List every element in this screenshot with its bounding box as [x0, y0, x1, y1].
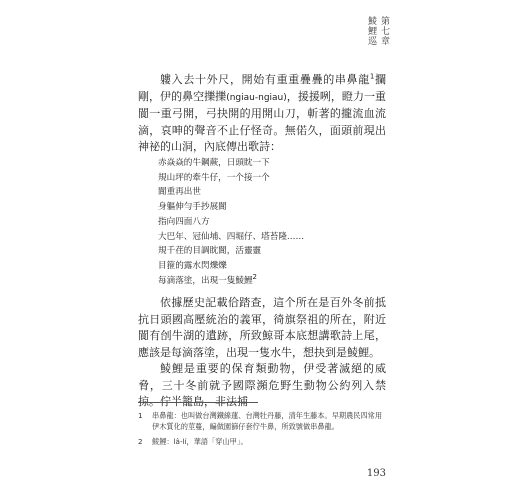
- para1-part-b: 攔剛，伊的鼻空擽擽: [138, 73, 387, 103]
- footnote-ref-1: 1: [369, 72, 375, 81]
- poem-line: 規千荏的目調眈閬，活靈靈: [158, 246, 262, 257]
- romanization: (ngiau-ngiau): [226, 92, 287, 103]
- footnote: [138, 410, 388, 432]
- body-paragraphs-2: [138, 295, 386, 411]
- poem-line: 赤焱焱的牛鋼蕨，日頭眈一下: [158, 158, 270, 168]
- para1-part-c: ，援援咧，瞪力一重閬一重弓開，弓抉開的用開山刀，斬著的攏流血流滴，哀呻的聲音不止仔怪奇。無偌久，面頭前現出神祕的山洞，內底傳出歌詩：: [138, 89, 387, 153]
- footnote: [138, 436, 388, 447]
- page-number: 193: [366, 468, 386, 479]
- footnote-text: 串鼻龍：也叫做台灣鐵線蓮、台灣牡丹藤，清年生藤本。早期農民四常用伊木質化的莖蔓，編做園篩仔套佇牛鼻，所致號做串鼻龍。: [152, 411, 383, 431]
- para1-part-a: 軁入去十外尺，開始有重重疊疊的串鼻龍: [160, 73, 370, 86]
- body-paragraph-1: [138, 72, 386, 156]
- poem-line: 目箍的露水閃爍爍: [158, 260, 227, 271]
- poem-line: 大巴年、冠仙埔、四堀仔、塔苔隆……: [158, 231, 305, 242]
- footnotes: [138, 410, 388, 447]
- poem-line: 身軀伸勻手抄展閬: [158, 202, 227, 213]
- footnote-number: 2: [138, 437, 143, 446]
- poem-line: 指向四面八方: [158, 216, 210, 227]
- poem-line: 規山坪的牽牛仔，一个接一个: [158, 172, 270, 183]
- chapter-header: [366, 16, 388, 46]
- footnote-number: 1: [138, 411, 143, 420]
- poem-line-text: 每滴落塗，出現一隻鯪鯉: [158, 275, 253, 286]
- body-paragraph-2: 依據歷史記載佮踏查，這个所在是百外冬前抵抗日頭國高壓統治的義軍，徛旗祭祖的所在，附近閬有刣牛湖的遺跡，所致鯨哥本底想講歌詩上尾，應該是每滴落塗，出現一隻水牛，想抉到是鯪鯉。: [138, 296, 386, 359]
- footnote-ref-2: 2: [252, 272, 258, 281]
- poem-block: [158, 156, 388, 288]
- poem-line: 閬重再出世: [158, 187, 201, 198]
- chapter-title: 鯪鯉巡: [366, 16, 376, 46]
- body-paragraph-3: 鯪鯉是重要的保育類動物，伊受著滅絕的威脅，三十冬前就予國際瀕危野生動物公約列入禁掠。佇半籠島，非法捕: [138, 362, 386, 408]
- chapter-number: 第七章: [379, 16, 389, 46]
- footnote-divider: [138, 402, 258, 403]
- footnote-text: 鯪鯉：lâ-lí，華語「穿山甲」。: [152, 437, 248, 446]
- poem-line-last: [158, 274, 388, 289]
